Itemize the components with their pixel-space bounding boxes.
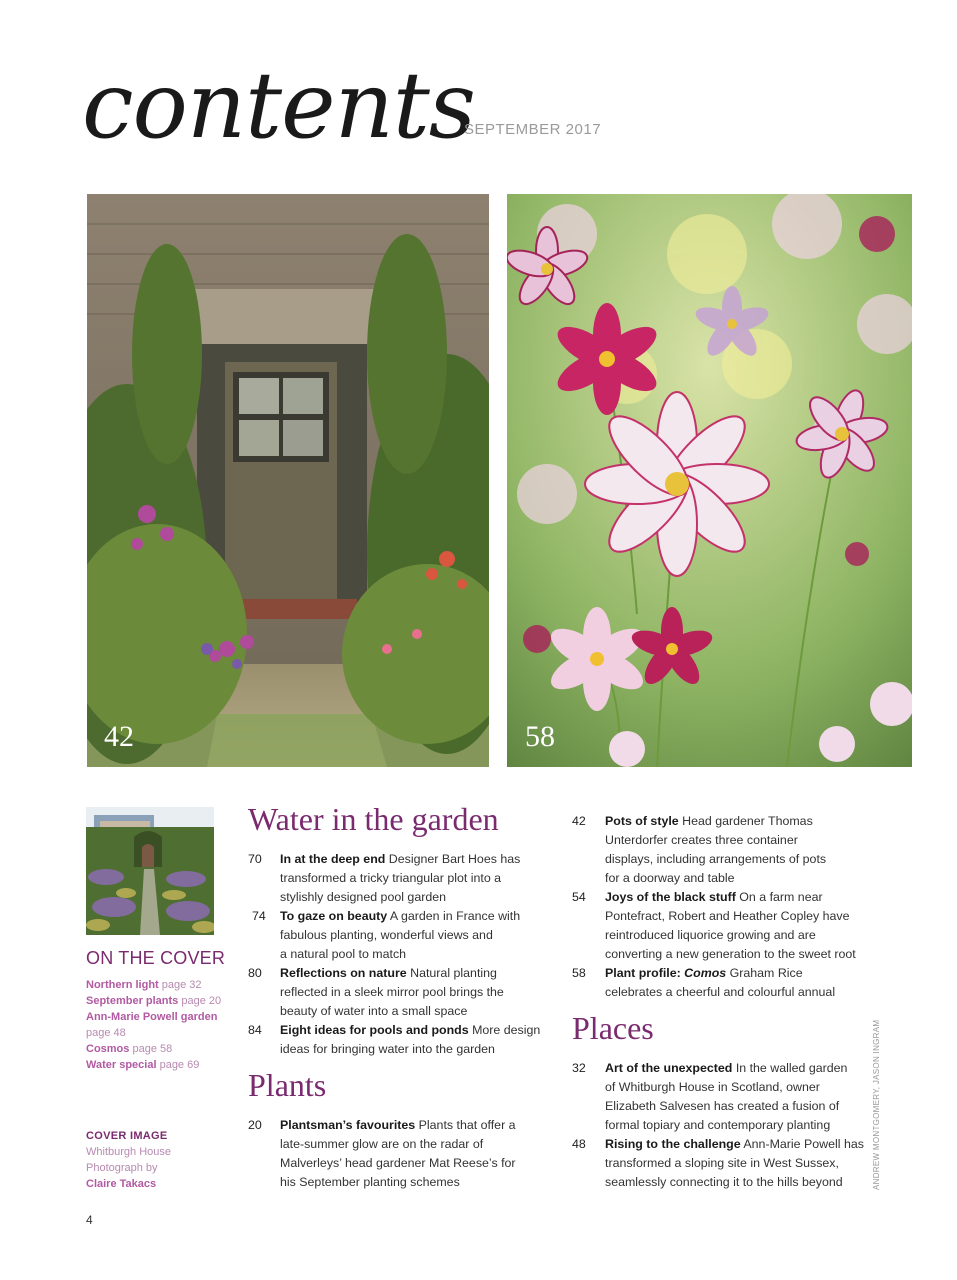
cover-list: [86, 977, 236, 1073]
list-item: Ann-Marie Powell garden page 48: [86, 1011, 218, 1039]
cover-image-credit: [86, 1128, 236, 1192]
page-title: contents: [82, 52, 476, 159]
page-number: 4: [86, 1213, 93, 1227]
cosmos-flowers-photo: [507, 194, 912, 767]
section-heading-water: Water in the garden: [248, 801, 499, 837]
list-item: Cosmos page 58: [86, 1043, 173, 1055]
cover-photo-by: Photograph by: [86, 1162, 158, 1174]
photo-page-ref: 58: [525, 720, 555, 753]
cover-image-location: Whitburgh House: [86, 1146, 171, 1158]
cover-thumbnail: [86, 807, 214, 935]
doorway-garden-photo: [87, 194, 489, 767]
photo-credit: ANDREW MONTGOMERY, JASON INGRAM: [872, 1019, 881, 1190]
cover-photographer: Claire Takacs: [86, 1178, 157, 1190]
list-item: Water special page 69: [86, 1059, 200, 1071]
list-item: Northern light page 32: [86, 979, 202, 991]
cover-image-label: COVER IMAGE: [86, 1130, 168, 1142]
section-heading-plants: Plants: [248, 1067, 327, 1103]
issue-date: SEPTEMBER 2017: [464, 121, 602, 138]
list-item: September plants page 20: [86, 995, 222, 1007]
photo-page-ref: 42: [104, 720, 134, 753]
section-heading-places: Places: [572, 1010, 654, 1046]
cover-heading: ON THE COVER: [86, 948, 226, 968]
